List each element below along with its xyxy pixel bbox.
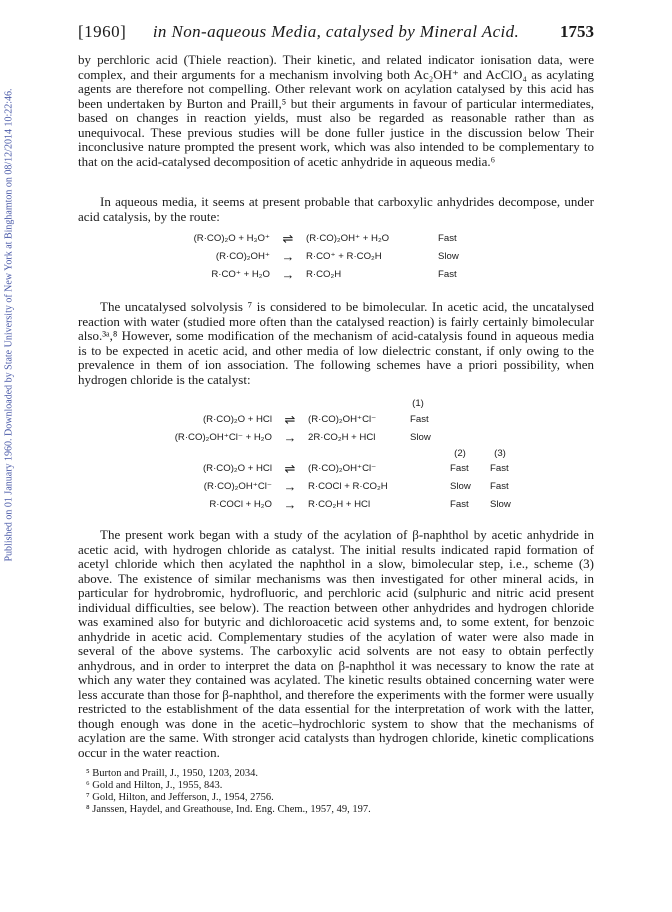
scheme-aq-rate-1: Fast	[438, 233, 457, 244]
scheme-1-right-1: (R·CO)₂OH⁺Cl⁻	[308, 414, 377, 425]
footnote-5: ⁵ Burton and Praill, J., 1950, 1203, 2034.	[86, 768, 258, 779]
scheme-1-label: (1)	[412, 398, 424, 409]
scheme-aq-rate-3: Fast	[438, 269, 457, 280]
scheme-aq-left-3: R·CO⁺ + H₂O	[211, 269, 270, 280]
equilibrium-arrow: ⇌	[282, 231, 294, 246]
scheme-2-rate-1: Fast	[450, 463, 469, 474]
paragraph-3: The uncatalysed solvolysis ⁷ is considered to be bimolecular. In acetic acid, the uncatalysed reaction with water (studied more often than the catalysed reaction) is fairly certainly bimolecular also.³ᵃ,⁸ However, some modification of the mechanism of acid-catalysis found in aqueous media is to be expected in acetic acid, and other media of low dielectric constant, if only owing to the prevalence in them of ion association. The following schemes have a priori possibility, when hydrogen chloride is the catalyst:	[78, 299, 594, 387]
forward-arrow: →	[283, 430, 297, 445]
scheme-1-rate-1: Fast	[410, 414, 429, 425]
paragraph-4: The present work began with a study of the acylation of β-naphthol by acetic anhydride in acetic acid, with hydrogen chloride as catalyst. The initial results indicated rapid formation of acetyl chloride which then acylated the naphthol in a slow, bimolecular step, i.e., scheme (3) above. The existence of similar mechanisms was then investigated for other mineral acids, in particular for hydrobromic, hydrofluoric, and perchloric acid (sulphuric and nitric acid present individual difficulties, see below). The reaction between other anhydrides and hydrogen chloride was examined also for butyric and dichloroacetic acid systems and, to some extent, for benzoic anhydride in acetic acid. Complementary studies of the acylation of water were also made in several of the above systems. The carboxylic acid solvents are not easy to obtain perfectly anhydrous, and in order to interpret the data on β-naphthol it was necessary to know the rate at which any water they contained was acylated. The kinetic results obtained concerning water were less accurate than those for β-naphthol, and therefore the experiments with the former were usually restricted to the establishment of the data essential for the interpretation of work with the latter, though enough was done in the acetic–hydrochloric system to show that the mechanisms of acylation are the same. With stronger acid catalysts than hydrogen chloride, kinetic complications occur in the water reaction.	[78, 527, 594, 760]
forward-arrow: →	[283, 479, 297, 494]
footnote-7: ⁷ Gold, Hilton, and Jefferson, J., 1954, 2756.	[86, 792, 274, 803]
scheme-aq-right-3: R·CO₂H	[306, 269, 342, 280]
running-header	[78, 22, 594, 44]
scheme-23-right-2: R·COCl + R·CO₂H	[308, 481, 388, 492]
forward-arrow: →	[281, 249, 295, 264]
download-watermark-text: Published on 01 January 1960. Downloaded by State University of New York at Binghamton on 08/12/2014 10:22:46.	[3, 88, 15, 562]
scheme-2-rate-2: Slow	[450, 481, 471, 492]
scheme-3-rate-1: Fast	[490, 463, 509, 474]
forward-arrow: →	[281, 267, 295, 282]
scheme-aq-rate-2: Slow	[438, 251, 459, 262]
scheme-23-left-2: (R·CO)₂OH⁺Cl⁻	[203, 481, 272, 492]
scheme-1-rate-2: Slow	[410, 432, 431, 443]
header-title: in Non-aqueous Media, catalysed by Mineral Acid.	[152, 22, 520, 41]
scheme-aq-left-2: (R·CO)₂OH⁺	[215, 251, 270, 262]
page-number: 1753	[560, 22, 594, 41]
footnotes	[86, 768, 586, 816]
equilibrium-arrow: ⇌	[284, 461, 296, 476]
footnote-6: ⁶ Gold and Hilton, J., 1955, 843.	[86, 780, 223, 791]
scheme-1-left-2: (R·CO)₂OH⁺Cl⁻ + H₂O	[174, 432, 272, 443]
equilibrium-arrow: ⇌	[284, 412, 296, 427]
scheme-2-rate-3: Fast	[450, 499, 469, 510]
scheme-23-right-3: R·CO₂H + HCl	[308, 499, 371, 510]
scheme-3-label: (3)	[494, 448, 506, 459]
scheme-3-rate-2: Fast	[490, 481, 509, 492]
paragraph-2: In aqueous media, it seems at present probable that carboxylic anhydrides decompose, under acid catalysis, by the route:	[78, 194, 594, 224]
scheme-1-left-1: (R·CO)₂O + HCl	[202, 414, 272, 425]
header-year: [1960]	[78, 22, 127, 41]
scheme-3-rate-3: Slow	[490, 499, 511, 510]
scheme-aq-right-1: (R·CO)₂OH⁺ + H₂O	[306, 233, 390, 244]
forward-arrow: →	[283, 497, 297, 512]
footnote-8: ⁸ Janssen, Haydel, and Greathouse, Ind. Eng. Chem., 1957, 49, 197.	[86, 804, 371, 815]
scheme-2-label: (2)	[454, 448, 466, 459]
scheme-23-left-3: R·COCl + H₂O	[209, 499, 272, 510]
paragraph-1: by perchloric acid (Thiele reaction). Their kinetic, and related indicator ionisation data, were complex, and their arguments for a mechanism involving both Ac₂OH⁺ and AcClO₄ as acylating agents are therefore not compelling. Other relevant work on acylation catalysed by this acid has been undertaken by Burton and Praill,⁵ but their arguments in favour of particular intermediates, based on changes in reaction yields, must also be regarded as reasonable rather than as unequivocal. These previous studies will be done fuller justice in the discussion below Their inconclusive nature prompted the present work, which was also intended to be complementary to that on the acid-catalysed decomposition of acetic anhydride in aqueous media.⁶	[78, 52, 594, 169]
scheme-23-left-1: (R·CO)₂O + HCl	[202, 463, 272, 474]
scheme-1-right-2: 2R·CO₂H + HCl	[308, 432, 376, 443]
download-watermark	[2, 30, 16, 620]
scheme-aq-right-2: R·CO⁺ + R·CO₂H	[306, 251, 382, 262]
scheme-aq-left-1: (R·CO)₂O + H₃O⁺	[193, 233, 270, 244]
scheme-23-right-1: (R·CO)₂OH⁺Cl⁻	[308, 463, 377, 474]
